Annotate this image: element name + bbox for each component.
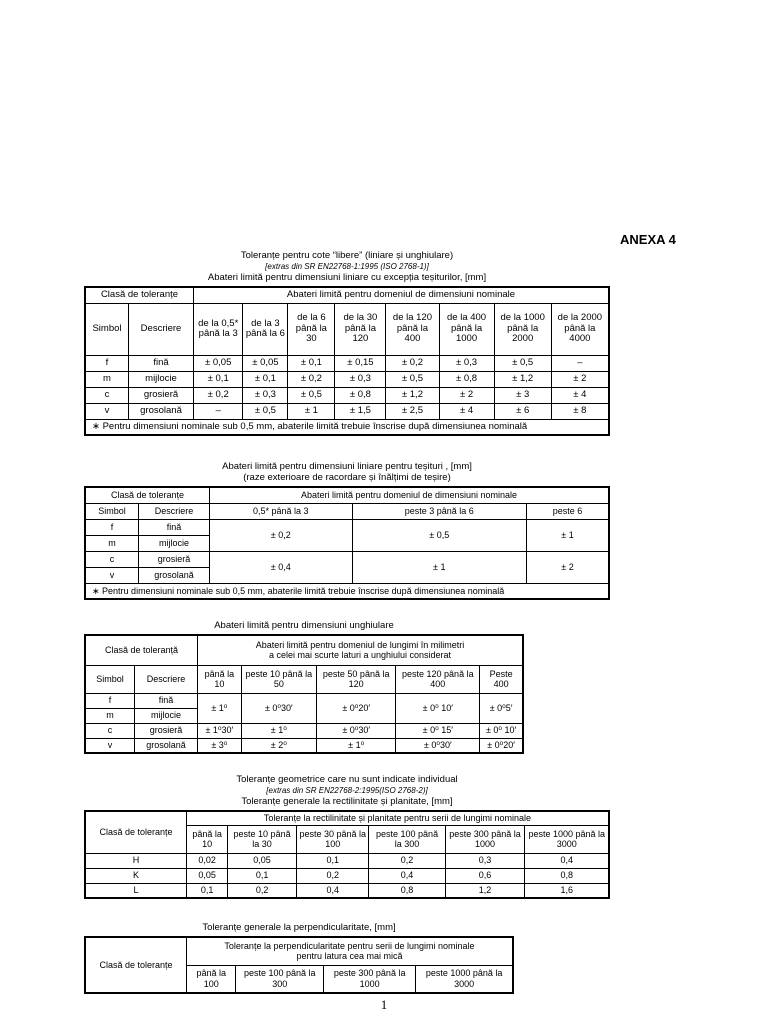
value-cell: ± 0,2 <box>288 371 335 387</box>
range-header: peste 1000 până la 3000 <box>416 965 513 993</box>
value-cell: ± 0⁰20′ <box>480 738 523 753</box>
symbol-cell: c <box>85 551 139 567</box>
section1-caption <box>84 250 610 283</box>
value-cell: 0,4 <box>525 853 609 868</box>
section1-extract: [extras din SR EN22768-1:1995 (ISO 2768-1)] <box>265 262 429 271</box>
section1-title: Toleranțe pentru cote “libere” (liniare și unghiulare) <box>240 250 454 261</box>
group-header-line1: Toleranțe la perpendicularitate pentru serii de lungimi nominale <box>224 940 475 951</box>
value-cell: 1,2 <box>445 883 525 898</box>
section5-caption <box>84 922 514 933</box>
straightness-tolerance-table <box>84 810 610 899</box>
range-header: peste 120 până la 400 <box>396 665 480 693</box>
annex-label: ANEXA 4 <box>620 232 676 247</box>
range-header: peste 10 până la 30 <box>228 825 297 853</box>
range-header: de la 120 până la 400 <box>386 303 439 355</box>
class-header: Clasă de toleranțe <box>85 287 194 303</box>
description-cell: grosieră <box>139 551 210 567</box>
symbol-cell: m <box>85 708 135 723</box>
value-cell: 0,4 <box>296 883 368 898</box>
table-row <box>85 883 609 898</box>
range-header: peste 50 până la 120 <box>316 665 395 693</box>
symbol-header: Simbol <box>85 303 129 355</box>
value-cell: ± 0⁰30′ <box>396 738 480 753</box>
range-header: de la 6 până la 30 <box>288 303 335 355</box>
value-cell: ± 0,5 <box>386 371 439 387</box>
range-header: peste 10 până la 50 <box>241 665 316 693</box>
description-cell: fină <box>129 355 194 371</box>
deviation-header: Abateri limită pentru domeniul de dimensiuni nominale <box>210 487 610 503</box>
value-cell: ± 0,2 <box>386 355 439 371</box>
range-header: peste 100 până la 300 <box>369 825 445 853</box>
value-cell: 0,1 <box>296 853 368 868</box>
value-cell: ± 0,05 <box>194 355 243 371</box>
value-cell: ± 1 <box>288 403 335 419</box>
range-header: de la 400 până la 1000 <box>439 303 494 355</box>
description-cell: grosieră <box>129 387 194 403</box>
class-header: Clasă de toleranțe <box>85 487 210 503</box>
symbol-cell: f <box>85 355 129 371</box>
value-cell: ± 1⁰ <box>316 738 395 753</box>
value-cell: ± 0,4 <box>210 551 353 583</box>
description-header: Descriere <box>129 303 194 355</box>
symbol-cell: v <box>85 567 139 583</box>
value-cell: 0,2 <box>296 868 368 883</box>
value-cell: 0,1 <box>228 868 297 883</box>
section2-title: Abateri limită pentru dimensiuni liniare pentru teșituri , [mm] <box>222 461 472 472</box>
value-cell: 0,05 <box>228 853 297 868</box>
value-cell: 0,8 <box>525 868 609 883</box>
table-row <box>85 693 523 708</box>
symbol-cell: f <box>85 693 135 708</box>
table-row <box>85 738 523 753</box>
description-cell: grosolană <box>129 403 194 419</box>
description-header: Descriere <box>135 665 198 693</box>
description-cell: grosolană <box>139 567 210 583</box>
section4-caption <box>84 774 610 807</box>
table-row <box>85 403 609 419</box>
linear-tolerance-table <box>84 286 610 436</box>
section4-title: Toleranțe geometrice care nu sunt indicate individual <box>236 774 458 785</box>
deviation-header: Abateri limită pentru domeniul de dimensiuni nominale <box>194 287 610 303</box>
class-header: Clasă de toleranțe <box>85 811 187 853</box>
deviation-header-line1: Abateri limită pentru domeniul de lungimi în milimetri <box>255 639 465 650</box>
value-cell: ± 2,5 <box>386 403 439 419</box>
symbol-cell: m <box>85 371 129 387</box>
class-cell: K <box>85 868 187 883</box>
value-cell: ± 8 <box>551 403 609 419</box>
description-cell: grosolană <box>135 738 198 753</box>
value-cell: ± 0⁰ 10′ <box>396 693 480 723</box>
value-cell: – <box>551 355 609 371</box>
value-cell: ± 1⁰ <box>198 693 242 723</box>
value-cell: ± 1 <box>352 551 526 583</box>
value-cell: ± 3⁰ <box>198 738 242 753</box>
table-row <box>85 723 523 738</box>
value-cell: 0,8 <box>369 883 445 898</box>
range-header: până la 100 <box>187 965 236 993</box>
range-header: până la 10 <box>187 825 228 853</box>
value-cell: ± 0,1 <box>288 355 335 371</box>
description-cell: mijlocie <box>139 535 210 551</box>
table-row <box>85 853 609 868</box>
value-cell: ± 2 <box>439 387 494 403</box>
value-cell: 0,2 <box>369 853 445 868</box>
value-cell: 0,02 <box>187 853 228 868</box>
section1-subtitle: Abateri limită pentru dimensiuni liniare cu excepția teșiturilor, [mm] <box>207 272 487 283</box>
section4-extract: [extras din SR EN22768-2:1995(ISO 2768-2)] <box>266 786 428 795</box>
class-cell: L <box>85 883 187 898</box>
page-number: 1 <box>380 997 388 1012</box>
value-cell: ± 2 <box>526 551 609 583</box>
symbol-cell: v <box>85 738 135 753</box>
symbol-cell: m <box>85 535 139 551</box>
table-row <box>85 519 609 535</box>
range-header: de la 0,5* până la 3 <box>194 303 243 355</box>
section2-caption <box>84 461 610 483</box>
value-cell: ± 3 <box>494 387 551 403</box>
value-cell: ± 0,5 <box>243 403 288 419</box>
value-cell: 1,6 <box>525 883 609 898</box>
value-cell: ± 0,5 <box>288 387 335 403</box>
section3-title: Abateri limită pentru dimensiuni unghiulare <box>214 620 394 631</box>
range-header: peste 6 <box>526 503 609 519</box>
symbol-header: Simbol <box>85 665 135 693</box>
value-cell: ± 0⁰ 15′ <box>396 723 480 738</box>
value-cell: ± 2 <box>551 371 609 387</box>
range-header: peste 300 până la 1000 <box>445 825 525 853</box>
range-header: 0,5* până la 3 <box>210 503 353 519</box>
range-header: până la 10 <box>198 665 242 693</box>
value-cell: ± 4 <box>551 387 609 403</box>
value-cell: 0,4 <box>369 868 445 883</box>
value-cell: ± 0,05 <box>243 355 288 371</box>
range-header: peste 1000 până la 3000 <box>525 825 609 853</box>
class-header: Clasă de toleranțe <box>85 937 187 993</box>
symbol-header: Simbol <box>85 503 139 519</box>
table-row <box>85 868 609 883</box>
value-cell: ± 0,3 <box>439 355 494 371</box>
range-header: de la 3 până la 6 <box>243 303 288 355</box>
deviation-header <box>198 635 524 665</box>
class-cell: H <box>85 853 187 868</box>
value-cell: ± 0⁰20′ <box>316 693 395 723</box>
range-header: de la 30 până la 120 <box>335 303 386 355</box>
range-header: peste 100 până la 300 <box>236 965 324 993</box>
range-header: peste 30 până la 100 <box>296 825 368 853</box>
chamfer-tolerance-table <box>84 486 610 600</box>
value-cell: 0,3 <box>445 853 525 868</box>
footnote: ∗ Pentru dimensiuni nominale sub 0,5 mm, abaterile limită trebuie înscrise după dimensiunea nominală <box>85 419 609 435</box>
value-cell: ± 4 <box>439 403 494 419</box>
range-header: peste 3 până la 6 <box>352 503 526 519</box>
value-cell: ± 0,8 <box>439 371 494 387</box>
value-cell: ± 1⁰ <box>241 723 316 738</box>
description-cell: mijlocie <box>129 371 194 387</box>
angular-tolerance-table <box>84 634 524 754</box>
value-cell: 0,05 <box>187 868 228 883</box>
value-cell: ± 2⁰ <box>241 738 316 753</box>
range-header: de la 2000 până la 4000 <box>551 303 609 355</box>
table-row <box>85 371 609 387</box>
value-cell: 0,1 <box>187 883 228 898</box>
value-cell: ± 6 <box>494 403 551 419</box>
description-cell: mijlocie <box>135 708 198 723</box>
symbol-cell: v <box>85 403 129 419</box>
class-header: Clasă de toleranță <box>85 635 198 665</box>
value-cell: ± 0⁰30′ <box>316 723 395 738</box>
value-cell: ± 1,2 <box>386 387 439 403</box>
symbol-cell: c <box>85 723 135 738</box>
value-cell: ± 1,5 <box>335 403 386 419</box>
value-cell: ± 0,1 <box>243 371 288 387</box>
range-header: peste 300 până la 1000 <box>324 965 416 993</box>
section2-subtitle: (raze exterioare de racordare și înălțimi de teșire) <box>243 472 451 483</box>
value-cell: ± 0,2 <box>194 387 243 403</box>
description-header: Descriere <box>139 503 210 519</box>
group-header <box>187 937 514 965</box>
section4-subtitle: Toleranțe generale la rectilinitate și planitate, [mm] <box>241 796 453 807</box>
value-cell: ± 0,5 <box>494 355 551 371</box>
symbol-cell: f <box>85 519 139 535</box>
value-cell: ± 0,15 <box>335 355 386 371</box>
description-cell: fină <box>135 693 198 708</box>
value-cell: ± 0,2 <box>210 519 353 551</box>
perpendicularity-tolerance-table <box>84 936 514 994</box>
symbol-cell: c <box>85 387 129 403</box>
value-cell: ± 0,8 <box>335 387 386 403</box>
description-cell: fină <box>139 519 210 535</box>
range-header: de la 1000 până la 2000 <box>494 303 551 355</box>
footnote: ∗ Pentru dimensiuni nominale sub 0,5 mm, abaterile limită trebuie înscrise după dimensiunea nominală <box>85 583 609 599</box>
group-header: Toleranțe la rectilinitate și planitate pentru serii de lungimi nominale <box>187 811 610 825</box>
table-row <box>85 387 609 403</box>
value-cell: ± 0⁰5′ <box>480 693 523 723</box>
description-cell: grosieră <box>135 723 198 738</box>
value-cell: ± 1⁰30′ <box>198 723 242 738</box>
value-cell: ± 1 <box>526 519 609 551</box>
section3-caption <box>84 620 524 631</box>
table-row <box>85 355 609 371</box>
value-cell: ± 0,3 <box>335 371 386 387</box>
value-cell: ± 0,1 <box>194 371 243 387</box>
value-cell: ± 0,3 <box>243 387 288 403</box>
range-header: Peste 400 <box>480 665 523 693</box>
value-cell: 0,2 <box>228 883 297 898</box>
deviation-header-line2: a celei mai scurte laturi a unghiului considerat <box>268 650 452 661</box>
section5-title: Toleranțe generale la perpendicularitate, [mm] <box>202 922 396 933</box>
value-cell: ± 0⁰ 10′ <box>480 723 523 738</box>
value-cell: ± 0⁰30′ <box>241 693 316 723</box>
value-cell: ± 0,5 <box>352 519 526 551</box>
value-cell: – <box>194 403 243 419</box>
table-row <box>85 551 609 567</box>
group-header-line2: pentru latura cea mai mică <box>296 951 403 962</box>
value-cell: ± 1,2 <box>494 371 551 387</box>
value-cell: 0,6 <box>445 868 525 883</box>
